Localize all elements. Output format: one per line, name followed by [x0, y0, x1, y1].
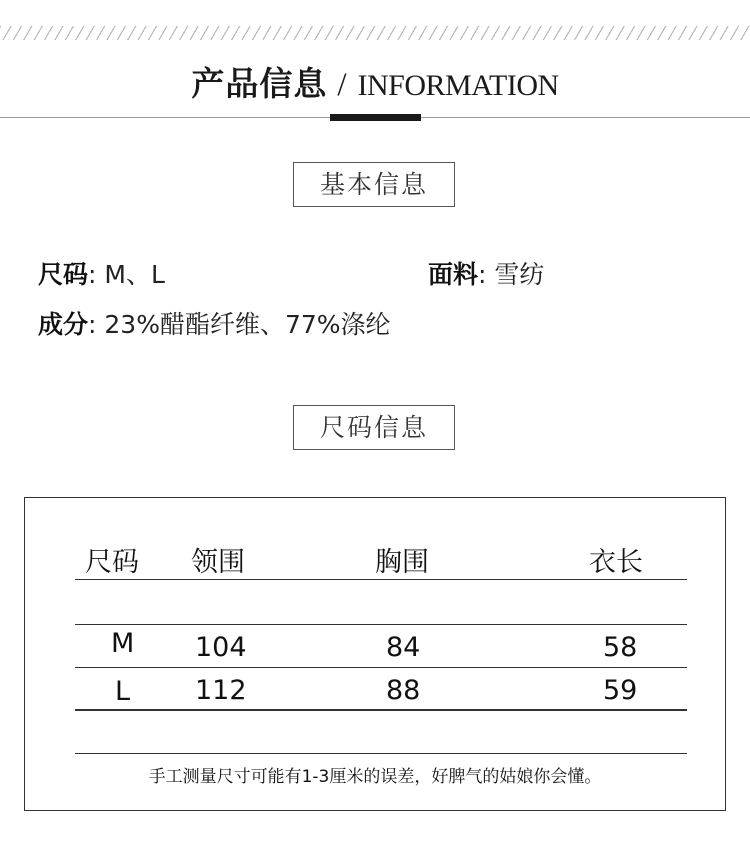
- measurement-note: 手工测量尺寸可能有1-3厘米的误差，好脾气的姑娘你会懂。: [148, 767, 602, 787]
- col-header-size: 尺码: [85, 547, 139, 578]
- title-accent-bar: [330, 114, 421, 121]
- table-cell-size: M: [111, 628, 135, 659]
- table-cell-chest: 88: [386, 675, 421, 706]
- col-header-collar: 领围: [191, 547, 245, 578]
- table-cell-length: 59: [603, 675, 638, 706]
- title-slash: /: [337, 67, 348, 103]
- table-bottom-rule: [75, 709, 687, 711]
- table-cell-length: 58: [603, 632, 638, 663]
- basic-info-label: 基本信息: [293, 162, 455, 207]
- col-header-chest: 胸围: [375, 547, 429, 578]
- table-cell-collar: 104: [195, 632, 247, 663]
- size-key: 尺码: [38, 260, 89, 289]
- table-cell-collar: 112: [195, 675, 247, 706]
- composition-value: : 23%醋酯纤维、77%涤纶: [88, 310, 391, 339]
- table-cell-chest: 84: [386, 632, 421, 663]
- fabric-key: 面料: [428, 260, 479, 289]
- title-en: INFORMATION: [357, 69, 559, 102]
- decorative-stripe: [0, 26, 750, 40]
- page-title: [0, 58, 750, 105]
- note-divider: [75, 753, 687, 754]
- header-divider: [75, 579, 687, 580]
- composition-key: 成分: [38, 310, 89, 339]
- composition-row: [38, 305, 391, 341]
- fabric-row: [428, 255, 544, 291]
- size-value: : M、L: [88, 260, 165, 289]
- col-header-length: 衣长: [589, 547, 643, 578]
- row-divider: [75, 624, 687, 625]
- size-row: [38, 255, 165, 291]
- row-divider: [75, 667, 687, 668]
- table-cell-size: L: [115, 676, 131, 707]
- fabric-value: : 雪纺: [478, 260, 545, 289]
- title-cn: 产品信息: [191, 64, 328, 103]
- size-info-label: 尺码信息: [293, 405, 455, 450]
- size-table: [24, 497, 726, 811]
